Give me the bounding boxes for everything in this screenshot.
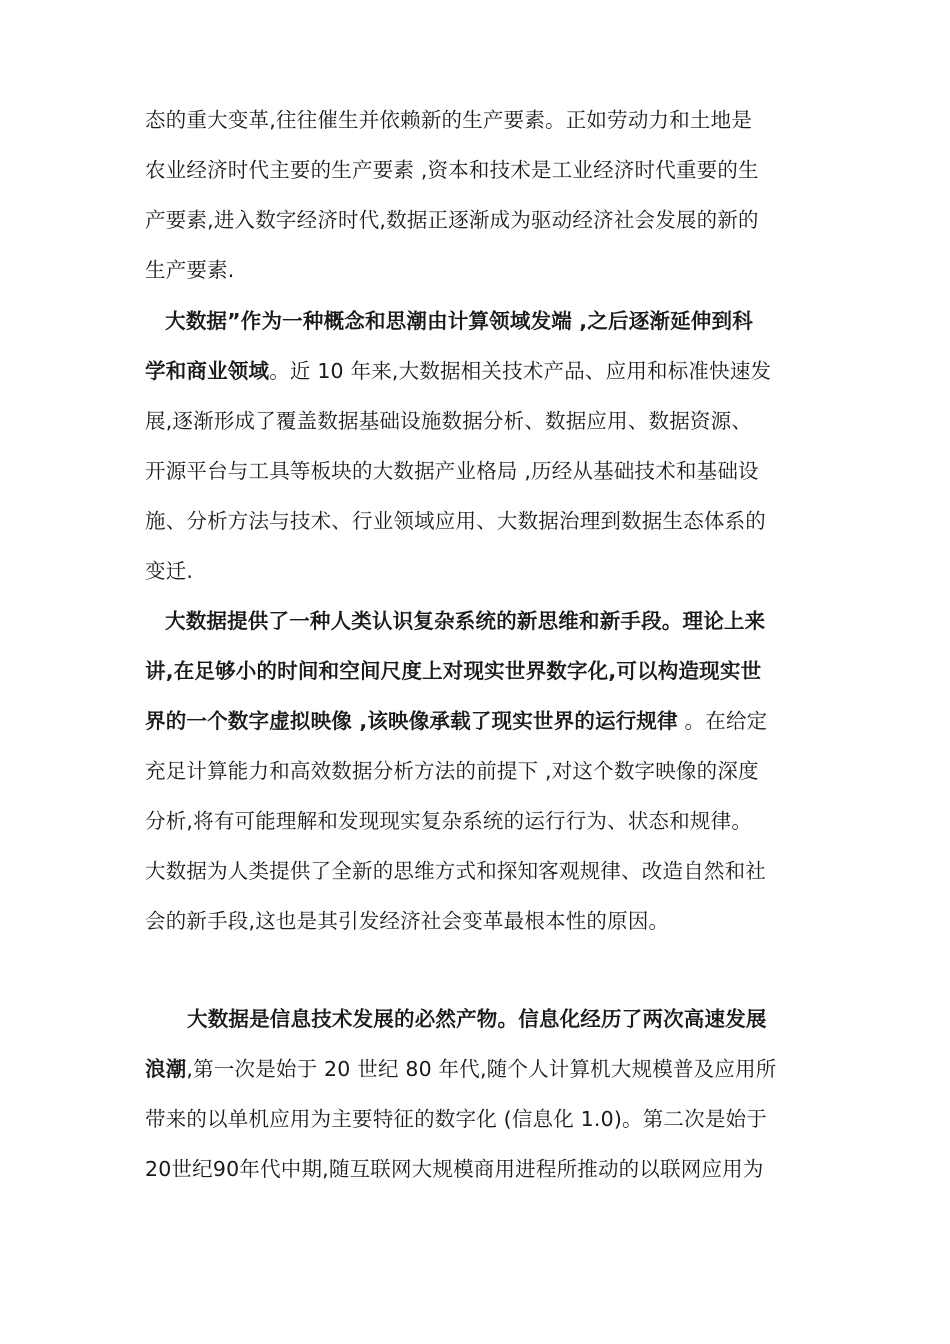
paragraph3-line6: 大数据为人类提供了全新的思维方式和探知客观规律、改造自然和社	[145, 859, 766, 883]
paragraph3-line3-rest: 。在给定	[677, 709, 768, 733]
paragraph4-line3: 带来的以单机应用为主要特征的数字化 (信息化 1.0)。第二次是始于	[145, 1107, 767, 1131]
paragraph2-line2-rest: 。近 10 年来,大数据相关技术产品、应用和标准快速发	[269, 359, 772, 383]
paragraph4-line2	[145, 1054, 776, 1084]
paragraph4-line4: 20世纪90年代中期,随互联网大规模商用进程所推动的以联网应用为	[145, 1157, 764, 1181]
paragraph3-line4: 充足计算能力和高效数据分析方法的前提下 ,对这个数字映像的深度	[145, 759, 759, 783]
paragraph3-line5: 分析,将有可能理解和发现现实复杂系统的运行行为、状态和规律。	[145, 809, 753, 833]
paragraph3-line1: 大数据提供了一种人类认识复杂系统的新思维和新手段。理论上来	[165, 609, 766, 633]
paragraph2-line2	[145, 356, 771, 386]
paragraph1-line3: 产要素,进入数字经济时代,数据正逐渐成为驱动经济社会发展的新的	[145, 208, 759, 232]
paragraph2-line1: 大数据”作为一种概念和思潮由计算领域发端 ,之后逐渐延伸到科	[165, 309, 753, 333]
paragraph4-line2-rest: ,第一次是始于 20 世纪 80 年代,随个人计算机大规模普及应用所	[186, 1057, 777, 1081]
paragraph3-line2: 讲,在足够小的时间和空间尺度上对现实世界数字化,可以构造现实世	[145, 659, 762, 683]
paragraph4-line2-bold: 浪潮	[145, 1057, 187, 1081]
paragraph4-line1: 大数据是信息技术发展的必然产物。信息化经历了两次高速发展	[187, 1007, 767, 1031]
paragraph3-line7: 会的新手段,这也是其引发经济社会变革最根本性的原因。	[145, 909, 670, 933]
paragraph2-line5: 施、分析方法与技术、行业领域应用、大数据治理到数据生态体系的	[145, 509, 766, 533]
paragraph1-line4: 生产要素.	[145, 258, 235, 282]
paragraph2-line6: 变迁.	[145, 559, 194, 583]
paragraph3-line3	[145, 706, 767, 736]
paragraph2-line3: 展,逐渐形成了覆盖数据基础设施数据分析、数据应用、数据资源、	[145, 409, 753, 433]
paragraph1-line1: 态的重大变革,往往催生并依赖新的生产要素。正如劳动力和土地是	[145, 108, 753, 132]
paragraph1-line2: 农业经济时代主要的生产要素 ,资本和技术是工业经济时代重要的生	[145, 158, 759, 182]
paragraph2-line2-bold: 学和商业领域	[145, 359, 270, 383]
paragraph2-line4: 开源平台与工具等板块的大数据产业格局 ,历经从基础技术和基础设	[145, 459, 759, 483]
paragraph3-line3-bold: 界的一个数字虚拟映像 ,该映像承载了现实世界的运行规律	[145, 709, 678, 733]
